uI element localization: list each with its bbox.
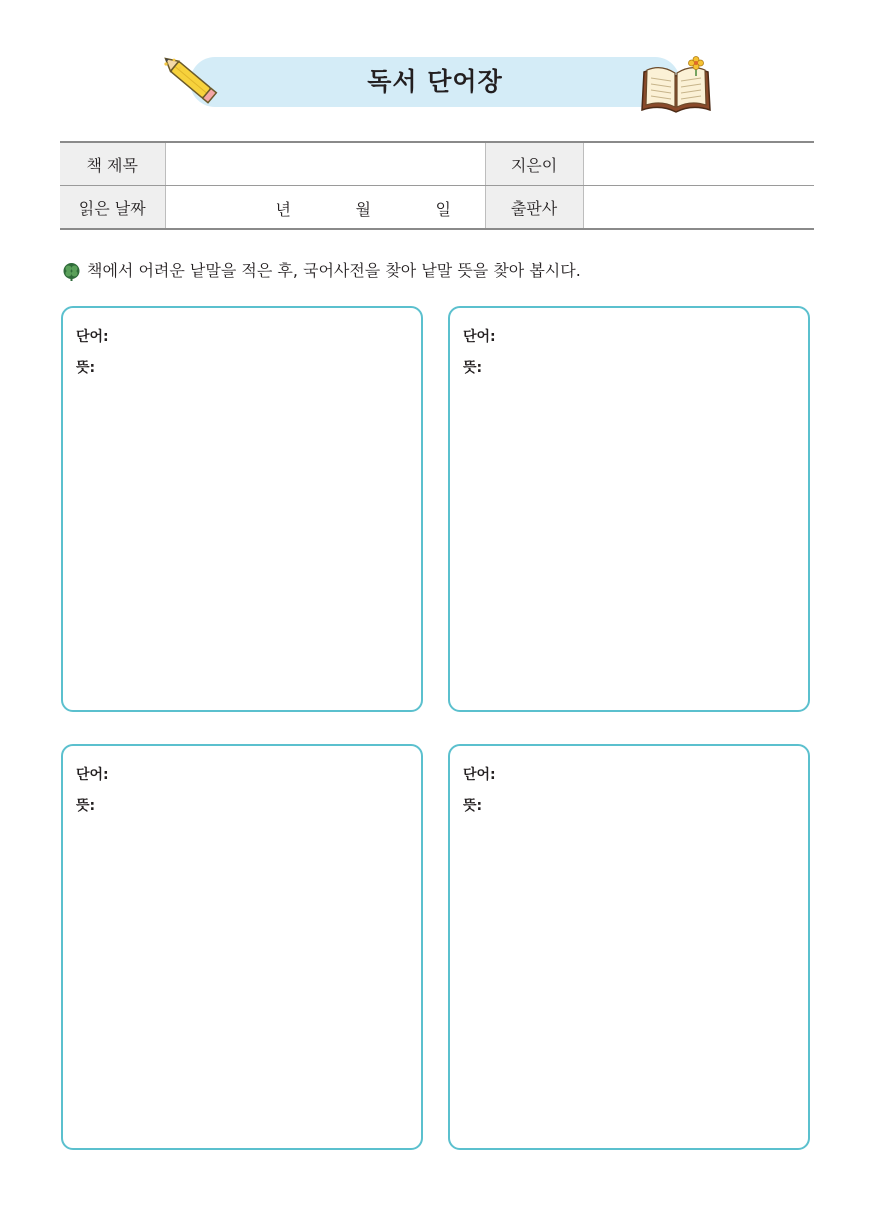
year-label: 년 [275,200,291,219]
word-card[interactable] [61,306,423,712]
date-field[interactable] [165,186,485,230]
meaning-label: 뜻: [463,360,483,376]
word-card[interactable] [448,744,810,1150]
meaning-label: 뜻: [76,360,96,376]
author-field[interactable] [583,142,814,186]
instruction-text: 책에서 어려운 낱말을 적은 후, 국어사전을 찾아 낱말 뜻을 찾아 봅시다. [87,261,581,280]
clover-icon [62,262,81,281]
table-row [60,142,814,186]
day-label: 일 [435,200,451,219]
open-book-icon [638,56,714,116]
pencil-icon [160,56,230,112]
page-title: 독서 단어장 [367,67,503,96]
word-card[interactable] [448,306,810,712]
meaning-label: 뜻: [76,798,96,814]
word-label: 단어: [463,767,496,783]
author-label: 지은이 [485,142,583,186]
word-label: 단어: [463,329,496,345]
book-title-field[interactable] [165,142,485,186]
month-label: 월 [355,200,371,219]
word-label: 단어: [76,329,109,345]
instruction [62,259,581,283]
date-label: 읽은 날짜 [60,186,165,230]
word-card[interactable] [61,744,423,1150]
meaning-label: 뜻: [463,798,483,814]
publisher-field[interactable] [583,186,814,230]
table-row [60,186,814,230]
publisher-label: 출판사 [485,186,583,230]
book-info-table [60,141,814,230]
word-label: 단어: [76,767,109,783]
book-title-label: 책 제목 [60,142,165,186]
